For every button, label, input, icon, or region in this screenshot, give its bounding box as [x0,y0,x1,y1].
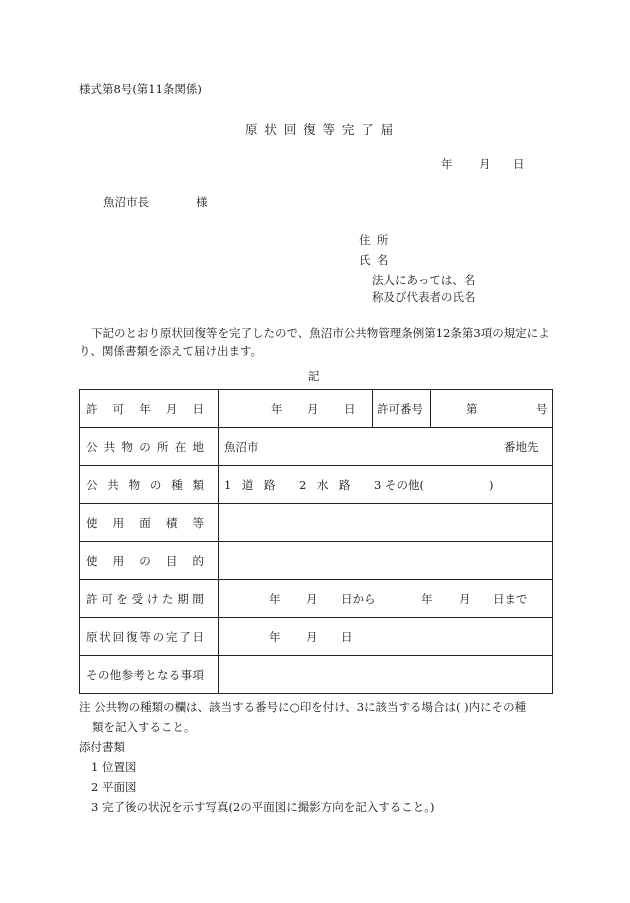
type-option-road[interactable]: 1 道 路 [224,477,279,492]
completion-day: 日 [341,629,353,644]
date-day: 日 [513,157,525,171]
note-line2: 類を記入すること。 [92,720,196,734]
label-type-text: 公 共 物 の 種 類 [86,477,204,492]
date-year: 年 [441,157,453,171]
other-notes-field[interactable] [219,656,553,694]
period-to-day: 日まで [493,591,528,606]
table-row [80,428,553,466]
name-label: 氏名 [359,253,395,267]
label-type [80,466,219,504]
location-field[interactable] [219,428,553,466]
table-row [80,618,553,656]
period-field[interactable] [219,580,553,618]
label-permit-date-text: 許 可 年 月 日 [86,401,204,416]
honorific: 様 [196,195,208,209]
purpose-field[interactable] [219,542,553,580]
label-completion-date [80,618,219,656]
label-purpose-text: 使 用 の 目 的 [86,553,204,568]
type-field[interactable] [219,466,553,504]
intro-line2: り、関係書類を添えて届け出ます。 [79,344,263,358]
table-row [80,504,553,542]
completion-year: 年 [269,629,281,644]
permit-number-dai: 第 [466,401,478,416]
location-suffix: 番地先 [504,439,539,454]
intro-line1: 下記のとおり原状回復等を完了したので、魚沼市公共物管理条例第12条第3項の規定によ [91,326,550,340]
period-to-year: 年 [421,591,433,606]
document-title: 原状回復等完了届 [245,122,401,137]
completion-form-table [79,389,553,694]
table-row [80,656,553,694]
permit-date-field[interactable] [219,390,373,427]
addressee: 魚沼市長 [103,195,149,209]
permit-date-and-number [219,390,553,428]
label-completion-date-text: 原 状 回 復 等 の 完 了 日 [86,629,204,644]
label-permit-date [80,390,219,428]
ki-heading: 記 [308,369,320,383]
attachment-item: 3 完了後の状況を示す写真(2の平面図に撮影方向を記入すること。) [91,800,435,814]
form-number: 様式第8号(第11条関係) [79,82,202,96]
permit-number-label: 許可番号 [377,401,423,416]
corporate-note-line2: 称及び代表者の氏名 [372,290,476,304]
attachments-title: 添付書類 [79,740,125,754]
date-month: 月 [479,157,491,171]
attachment-item: 1 位置図 [91,760,137,774]
period-to-month: 月 [459,591,471,606]
completion-month: 月 [306,629,318,644]
type-option-waterway[interactable]: 2 水 路 [299,477,354,492]
period-from-day: 日から [341,591,376,606]
label-area-text: 使 用 面 積 等 [86,515,204,530]
permit-number-label-cell [373,390,431,427]
period-from-month: 月 [306,591,318,606]
table-row [80,542,553,580]
label-other-notes [80,656,219,694]
permit-number-go: 号 [536,401,548,416]
attachment-item: 2 平面図 [91,780,137,794]
permit-number-field[interactable] [431,390,552,427]
permit-day: 日 [344,401,356,416]
label-area [80,504,219,542]
permit-month: 月 [307,401,319,416]
completion-date-field[interactable] [219,618,553,656]
label-period [80,580,219,618]
table-row [80,390,553,428]
label-period-text: 許 可 を 受 け た 期 間 [86,591,204,606]
type-option-other[interactable]: 3 その他( [374,477,424,492]
corporate-note-line1: 法人にあっては、名 [372,273,476,287]
location-city: 魚沼市 [224,439,259,454]
table-row [80,580,553,618]
permit-year: 年 [271,401,283,416]
address-label: 住所 [359,233,395,247]
type-option-other-close: ) [489,477,494,492]
label-purpose [80,542,219,580]
label-location [80,428,219,466]
area-field[interactable] [219,504,553,542]
label-location-text: 公 共 物 の 所 在 地 [86,439,204,454]
note-line1: 注 公共物の種類の欄は、該当する番号に○印を付け、3に該当する場合は( )内にその種 [79,700,527,714]
table-row [80,466,553,504]
label-other-notes-text: そ の 他 参 考 と な る 事 項 [86,667,204,682]
period-from-year: 年 [269,591,281,606]
